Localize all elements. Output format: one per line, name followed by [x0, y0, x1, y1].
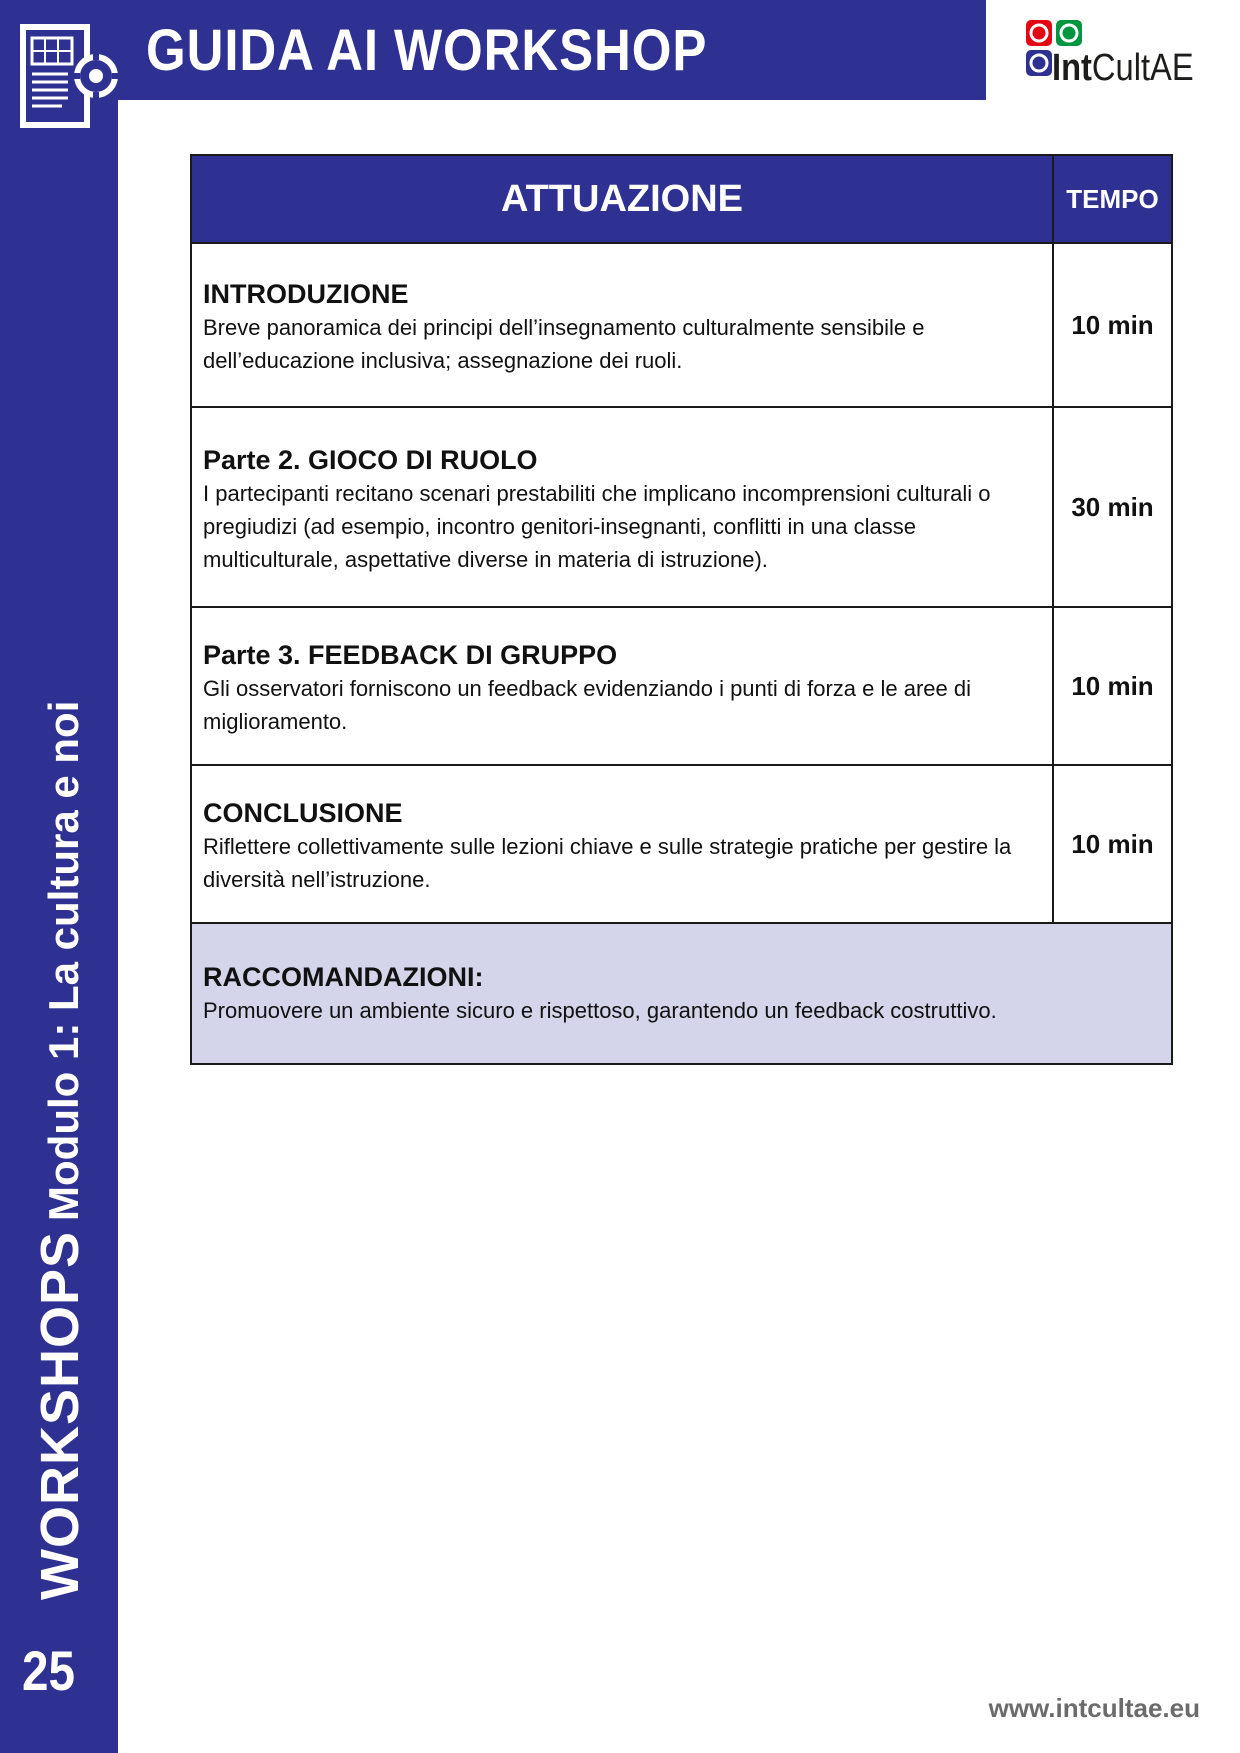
table-row — [191, 407, 1172, 607]
step-time: 10 min — [1053, 765, 1172, 923]
sidebar-label-workshops: WORKSHOPS — [30, 1230, 90, 1600]
sidebar-vertical-label — [30, 700, 90, 1600]
step-time: 10 min — [1053, 607, 1172, 765]
step-time: 10 min — [1053, 243, 1172, 407]
step-title: Parte 2. GIOCO DI RUOLO — [203, 444, 538, 475]
page-title: GUIDA AI WORKSHOP — [146, 18, 708, 83]
step-description: Riflettere collettivamente sulle lezioni chiave e sulle strategie pratiche per gestire la diversità nell’istruzione. — [203, 834, 1012, 892]
header-activity: ATTUAZIONE — [191, 155, 1053, 243]
step-description: I partecipanti recitano scenari prestabiliti che implicano incomprensioni culturali o pregiudizi (ad esempio, incontro genitori-insegnanti, conflitti in una classe multiculturale, aspettative diverse in materia di istruzione). — [203, 480, 991, 572]
document-gear-icon — [18, 22, 122, 132]
header-time: TEMPO — [1053, 155, 1172, 243]
sidebar-label-module: Modulo 1: La cultura e noi — [40, 700, 87, 1221]
logo-wordmark: IntCultAE — [1052, 47, 1194, 89]
step-description: Breve panoramica dei principi dell’insegnamento culturalmente sensibile e dell’educazione inclusiva; assegnazione dei ruoli. — [203, 315, 925, 373]
recommendations-title: RACCOMANDAZIONI: — [203, 962, 484, 992]
step-description: Gli osservatori forniscono un feedback evidenziando i punti di forza e le aree di miglioramento. — [203, 676, 972, 734]
table-row — [191, 607, 1172, 765]
table-row — [191, 243, 1172, 407]
workshop-plan-table — [190, 154, 1173, 1065]
table-row — [191, 765, 1172, 923]
table-header-row — [191, 155, 1172, 243]
recommendations-row — [191, 923, 1172, 1064]
website-link[interactable]: www.intcultae.eu — [988, 1693, 1200, 1723]
step-time: 30 min — [1053, 407, 1172, 607]
step-title: INTRODUZIONE — [203, 279, 409, 309]
page-number: 25 — [22, 1639, 75, 1702]
step-title: CONCLUSIONE — [203, 798, 403, 828]
step-title: Parte 3. FEEDBACK DI GRUPPO — [203, 640, 618, 670]
recommendations-text: Promuovere un ambiente sicuro e rispettoso, garantendo un feedback costruttivo. — [203, 998, 997, 1023]
